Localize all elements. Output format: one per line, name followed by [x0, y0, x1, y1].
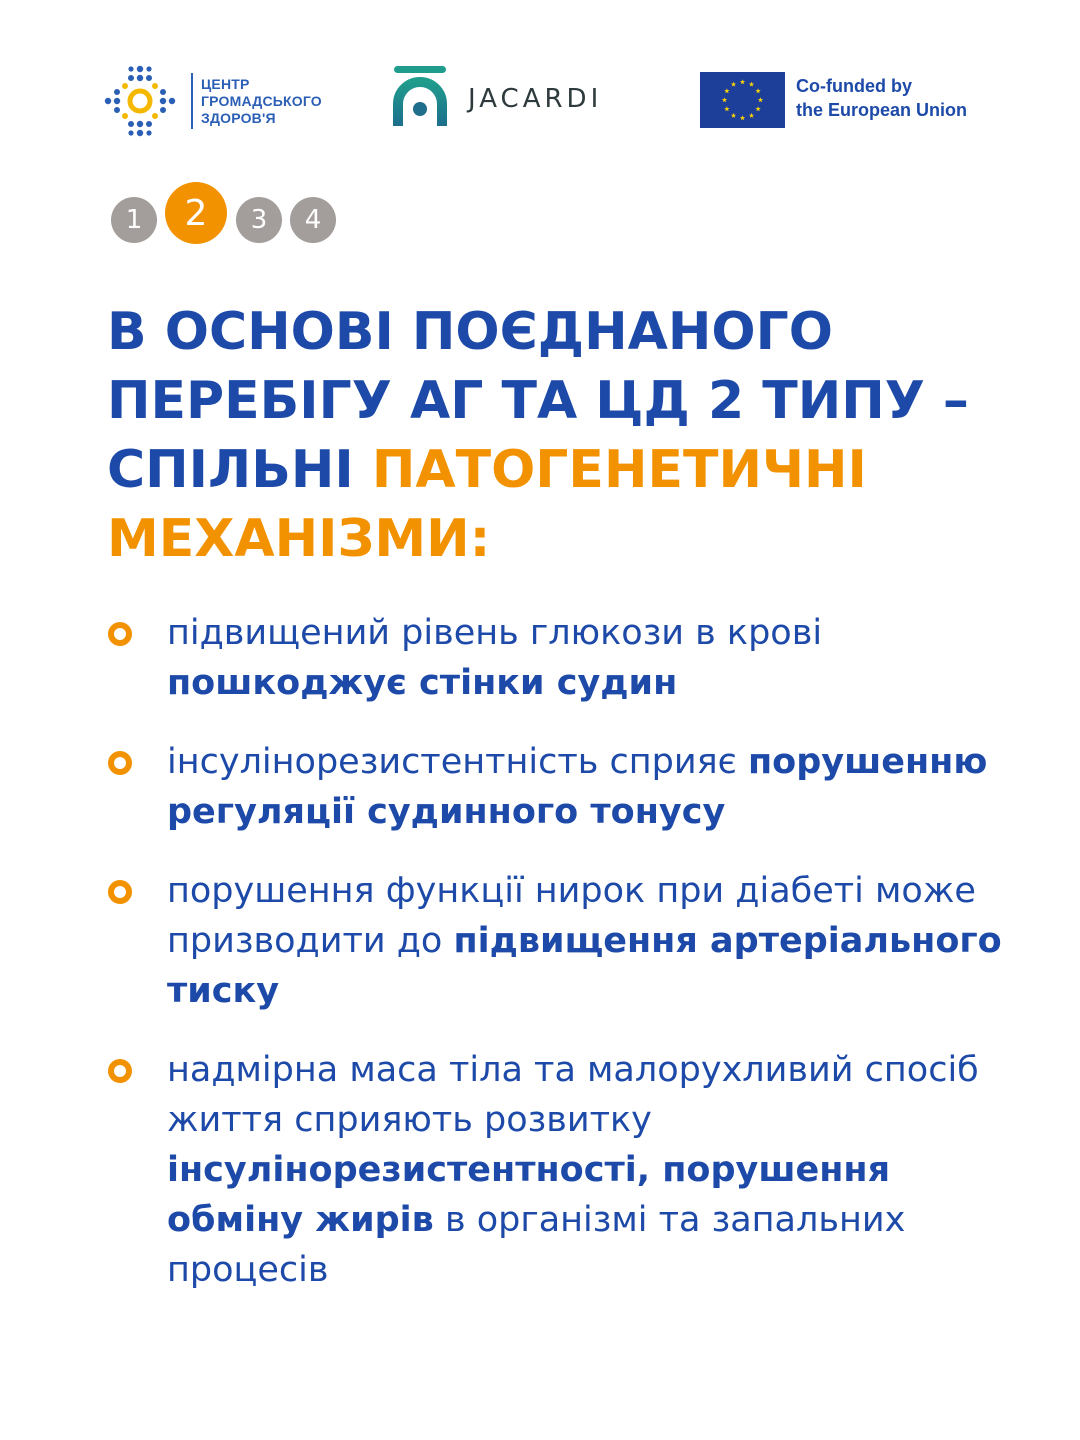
step-1: [111, 197, 157, 243]
bullet-circle-icon: [108, 622, 132, 646]
mechanisms-list: [108, 608, 1008, 1324]
step-2-label: 2: [184, 192, 208, 234]
cgz-line-3: ЗДОРОВ'Я: [201, 109, 276, 126]
bullet-circle-icon: [108, 880, 132, 904]
eu-logo: [700, 72, 967, 128]
cgz-line-1: ЦЕНТР: [201, 75, 250, 92]
list-item: [108, 866, 1008, 1016]
step-3-label: 3: [250, 205, 268, 235]
list-item: [108, 1045, 1008, 1295]
page-title: [107, 298, 1057, 574]
bullet-emphasis: інсулінорезистентності, порушення обміну жирів: [167, 1150, 891, 1240]
eu-funding-text: [796, 74, 967, 122]
jacardi-wordmark: JACARDI: [468, 84, 603, 114]
eu-line-2: the European Union: [796, 100, 967, 120]
cgz-logo-text: [201, 76, 322, 127]
eu-flag-icon: [700, 72, 785, 128]
jacardi-logo: [392, 64, 602, 128]
step-4: [290, 197, 336, 243]
bullet-emphasis: пошкоджує стінки судин: [167, 663, 678, 703]
step-3: [236, 197, 282, 243]
cgz-logo: [103, 64, 322, 138]
bullet-text-tail: в організмі та запальних процесів: [167, 1200, 906, 1290]
step-2-active: [165, 182, 227, 244]
eu-line-1: Co-funded by: [796, 76, 912, 96]
step-4-label: 4: [304, 205, 322, 235]
bullet-text: порушення функції нирок при діабеті може призводити до: [167, 871, 976, 961]
bullet-text: підвищений рівень глюкози в крові: [167, 613, 823, 653]
bullet-text: інсулінорезистентність сприяє: [167, 742, 748, 782]
step-1-label: 1: [125, 205, 143, 235]
logo-bar: [0, 60, 1080, 140]
logo-divider: [191, 73, 193, 129]
cgz-line-2: ГРОМАДСЬКОГО: [201, 92, 322, 109]
cgz-emblem-icon: [103, 64, 177, 138]
bullet-text: надмірна маса тіла та малорухливий спосіб життя сприяють розвитку: [167, 1050, 979, 1140]
list-item: [108, 608, 1008, 708]
bullet-emphasis: підвищення артеріального тиску: [167, 921, 1002, 1011]
jacardi-emblem-icon: [392, 64, 448, 128]
title-main: В ОСНОВІ ПОЄДНАНОГО ПЕРЕБІГУ АГ ТА ЦД 2 ТИПУ – СПІЛЬНІ: [107, 302, 969, 500]
title-accent: ПАТОГЕНЕТИЧНІ МЕХАНІЗМИ:: [107, 440, 867, 569]
list-item: [108, 737, 1008, 837]
bullet-emphasis: порушенню регуляції судинного тонусу: [167, 742, 988, 832]
bullet-circle-icon: [108, 751, 132, 775]
bullet-circle-icon: [108, 1059, 132, 1083]
